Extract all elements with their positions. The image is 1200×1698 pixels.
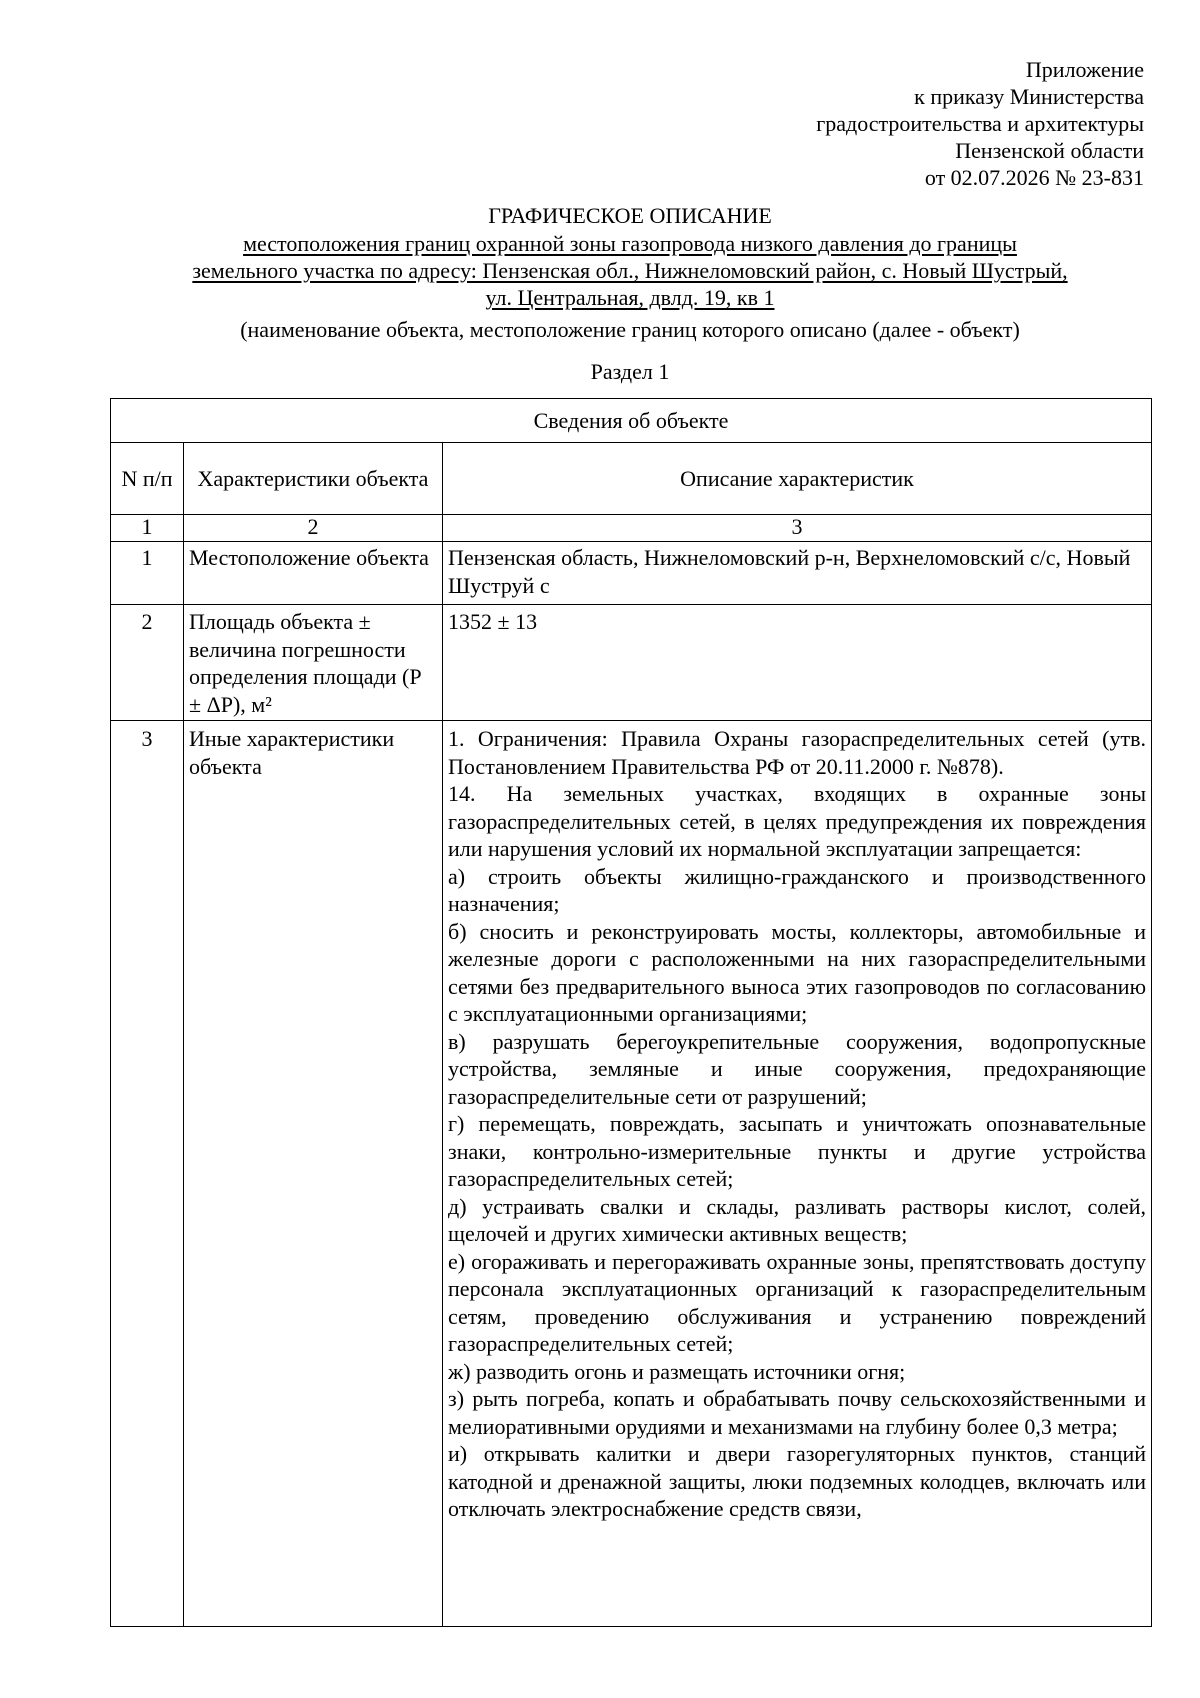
object-name — [110, 230, 1150, 311]
object-name-line-3: ул. Центральная, двлд. 19, кв 1 — [485, 285, 775, 310]
approval-line-1: Приложение — [1025, 57, 1144, 82]
restriction-paragraph: 1. Ограничения: Правила Охраны газораспределительных сетей (утв. Постановлением Правительства РФ от 20.11.2000 г. №878). — [448, 726, 1147, 779]
row-description: 1352 ± 13 — [443, 605, 1152, 721]
object-caption: (наименование объекта, местоположение границ которого описано (далее - объект) — [240, 317, 1020, 342]
table-row — [111, 721, 1152, 1627]
restriction-paragraph: г) перемещать, повреждать, засыпать и уничтожать опознавательные знаки, контрольно-измерительные пункты и другие устройства газораспределительных сетей; — [448, 1111, 1147, 1191]
approval-block — [624, 56, 1144, 191]
restriction-paragraph: 14. На земельных участках, входящих в охранные зоны газораспределительных сетей, в целях предупреждения их повреждения или нарушения условий их нормальной эксплуатации запрещается: — [448, 781, 1147, 861]
object-info-table — [110, 398, 1152, 1627]
row-number: 2 — [111, 605, 184, 721]
restriction-paragraph: ж) разводить огонь и размещать источники огня; — [448, 1358, 906, 1384]
column-number-1: 1 — [111, 515, 184, 542]
header-description: Описание характеристик — [443, 443, 1152, 515]
object-name-line-1: местоположения границ охранной зоны газопровода низкого давления до границы — [243, 231, 1017, 256]
section-title: Раздел 1 — [590, 359, 670, 384]
row-characteristic: Площадь объекта ± величина погрешности определения площади (P ± ΔP), м² — [184, 605, 443, 721]
restriction-paragraph: з) рыть погреба, копать и обрабатывать почву сельскохозяйственными и мелиоративными орудиями и механизмами на глубину более 0,3 метра; — [448, 1386, 1147, 1439]
restriction-paragraph: а) строить объекты жилищно-гражданского и производственного назначения; — [448, 863, 1147, 916]
approval-line-2: к приказу Министерства — [914, 84, 1144, 109]
table-caption: Сведения об объекте — [111, 399, 1152, 443]
row-description — [443, 721, 1152, 1627]
column-number-3: 3 — [443, 515, 1152, 542]
header-characteristics: Характеристики объекта — [184, 443, 443, 515]
approval-line-4: Пензенской области — [955, 138, 1144, 163]
restriction-paragraph: в) разрушать берегоукрепительные сооружения, водопропускные устройства, земляные и иные сооружения, предохраняющие газораспределительные сети от разрушений; — [448, 1028, 1147, 1109]
object-name-line-2: земельного участка по адресу: Пензенская обл., Нижнеломовский район, с. Новый Шустрый, — [192, 258, 1068, 283]
restrictions-text — [448, 725, 1146, 1621]
column-number-2: 2 — [184, 515, 443, 542]
restriction-paragraph: е) огораживать и перегораживать охранные зоны, препятствовать доступу персонала эксплуатационных организаций к газораспределительным сетям, проведению обслуживания и устранению повреждений газораспределительных сетей; — [448, 1248, 1147, 1356]
restriction-paragraph: д) устраивать свалки и склады, разливать растворы кислот, солей, щелочей и других химически активных веществ; — [448, 1193, 1147, 1246]
row-description: Пензенская область, Нижнеломовский р-н, Верхнеломовский с/с, Новый Шуструй с — [443, 542, 1152, 605]
restriction-paragraph: и) открывать калитки и двери газорегуляторных пунктов, станций катодной и дренажной защиты, люки подземных колодцев, включать или отключать электроснабжение средств связи, — [448, 1441, 1147, 1521]
table-row — [111, 542, 1152, 605]
row-number: 3 — [111, 721, 184, 1627]
row-characteristic: Иные характеристики объекта — [184, 721, 443, 1627]
row-number: 1 — [111, 542, 184, 605]
approval-line-5: от 02.07.2026 № 23-831 — [924, 165, 1144, 190]
row-characteristic: Местоположение объекта — [184, 542, 443, 605]
header-num: N п/п — [111, 443, 184, 515]
restriction-paragraph: б) сносить и реконструировать мосты, коллекторы, автомобильные и железные дороги с расположенными на них газораспределительными сетями без предварительного выноса этих газопроводов по согласованию с эксплуатационными организациями; — [448, 918, 1147, 1026]
approval-line-3: градостроительства и архитектуры — [816, 111, 1144, 136]
document-title: ГРАФИЧЕСКОЕ ОПИСАНИЕ — [488, 203, 772, 228]
table-row — [111, 605, 1152, 721]
